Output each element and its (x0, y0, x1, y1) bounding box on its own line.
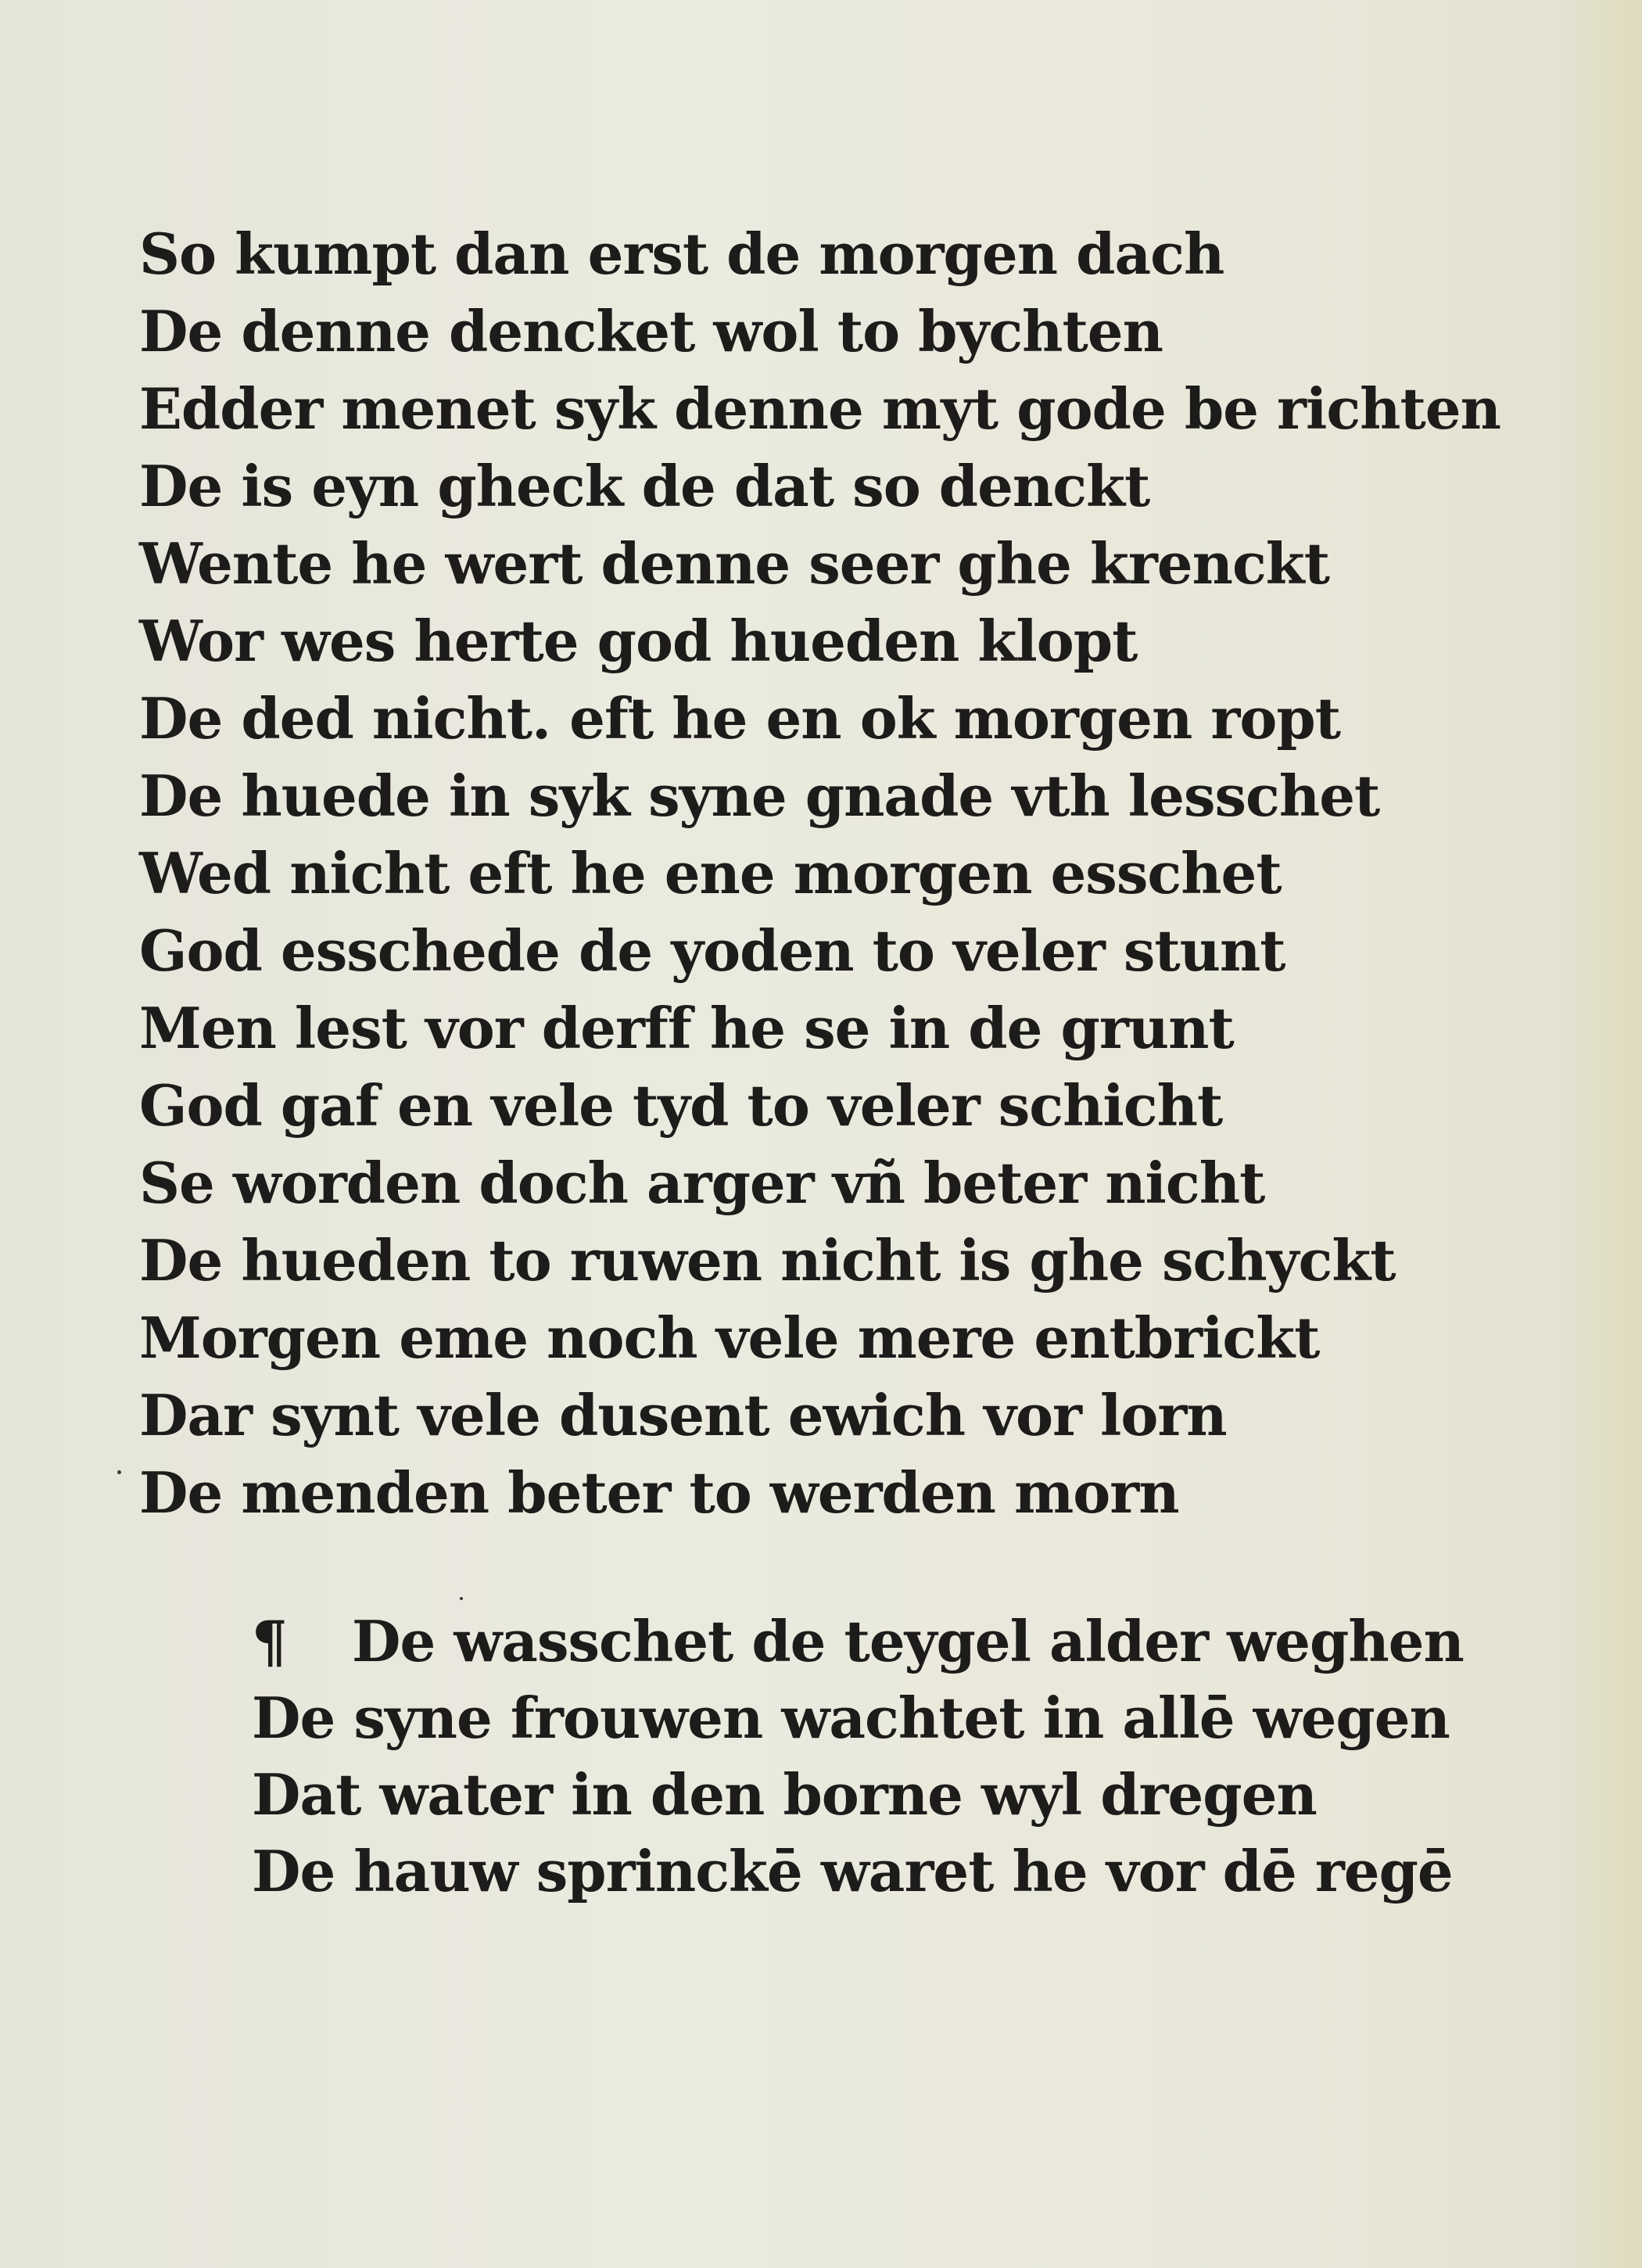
verse-line: De is eyn gheck de dat so denckt (139, 453, 1150, 519)
stanza-2 (252, 1603, 1464, 1910)
pilcrow-mark: ¶ (252, 1608, 287, 1674)
verse-line: De ded nicht. eft he en ok morgen ropt (139, 685, 1340, 752)
verse-line-text: De wasschet de teygel alder weghen (352, 1608, 1464, 1674)
verse-line: De huede in syk syne gnade vth lesschet (139, 763, 1380, 829)
verse-line: Dat water in den borne wyl dregen (252, 1761, 1317, 1828)
verse-line: Edder menet syk denne myt gode be richten (139, 375, 1500, 442)
verse-line: Se worden doch arger vñ beter nicht (139, 1150, 1265, 1216)
verse-line: So kumpt dan erst de morgen dach (139, 221, 1224, 287)
margin-mark (460, 1597, 463, 1600)
verse-line-first (252, 1603, 1464, 1680)
verse-line: God esschede de yoden to veler stunt (139, 917, 1285, 984)
verse-line: De syne frouwen wachtet in allē wegen (252, 1685, 1450, 1751)
stanza-1 (139, 215, 1500, 1531)
verse-line: De hauw sprinckē waret he vor dē regē (252, 1838, 1453, 1904)
verse-line: De hueden to ruwen nicht is ghe schyckt (139, 1227, 1396, 1294)
verse-line: Dar synt vele dusent ewich vor lorn (139, 1382, 1227, 1448)
verse-line: De denne dencket wol to bychten (139, 298, 1163, 364)
verse-line: Wor wes herte god hueden klopt (139, 608, 1138, 674)
verse-line: Wente he wert denne seer ghe krenckt (139, 530, 1329, 597)
verse-line: God gaf en vele tyd to veler schicht (139, 1072, 1223, 1139)
verse-line: De menden beter to werden morn (139, 1459, 1179, 1526)
margin-mark (117, 1470, 121, 1474)
verse-line: Morgen eme noch vele mere entbrickt (139, 1304, 1320, 1371)
verse-line: Wed nicht eft he ene morgen esschet (139, 840, 1282, 906)
verse-line: Men lest vor derff he se in de grunt (139, 995, 1234, 1061)
